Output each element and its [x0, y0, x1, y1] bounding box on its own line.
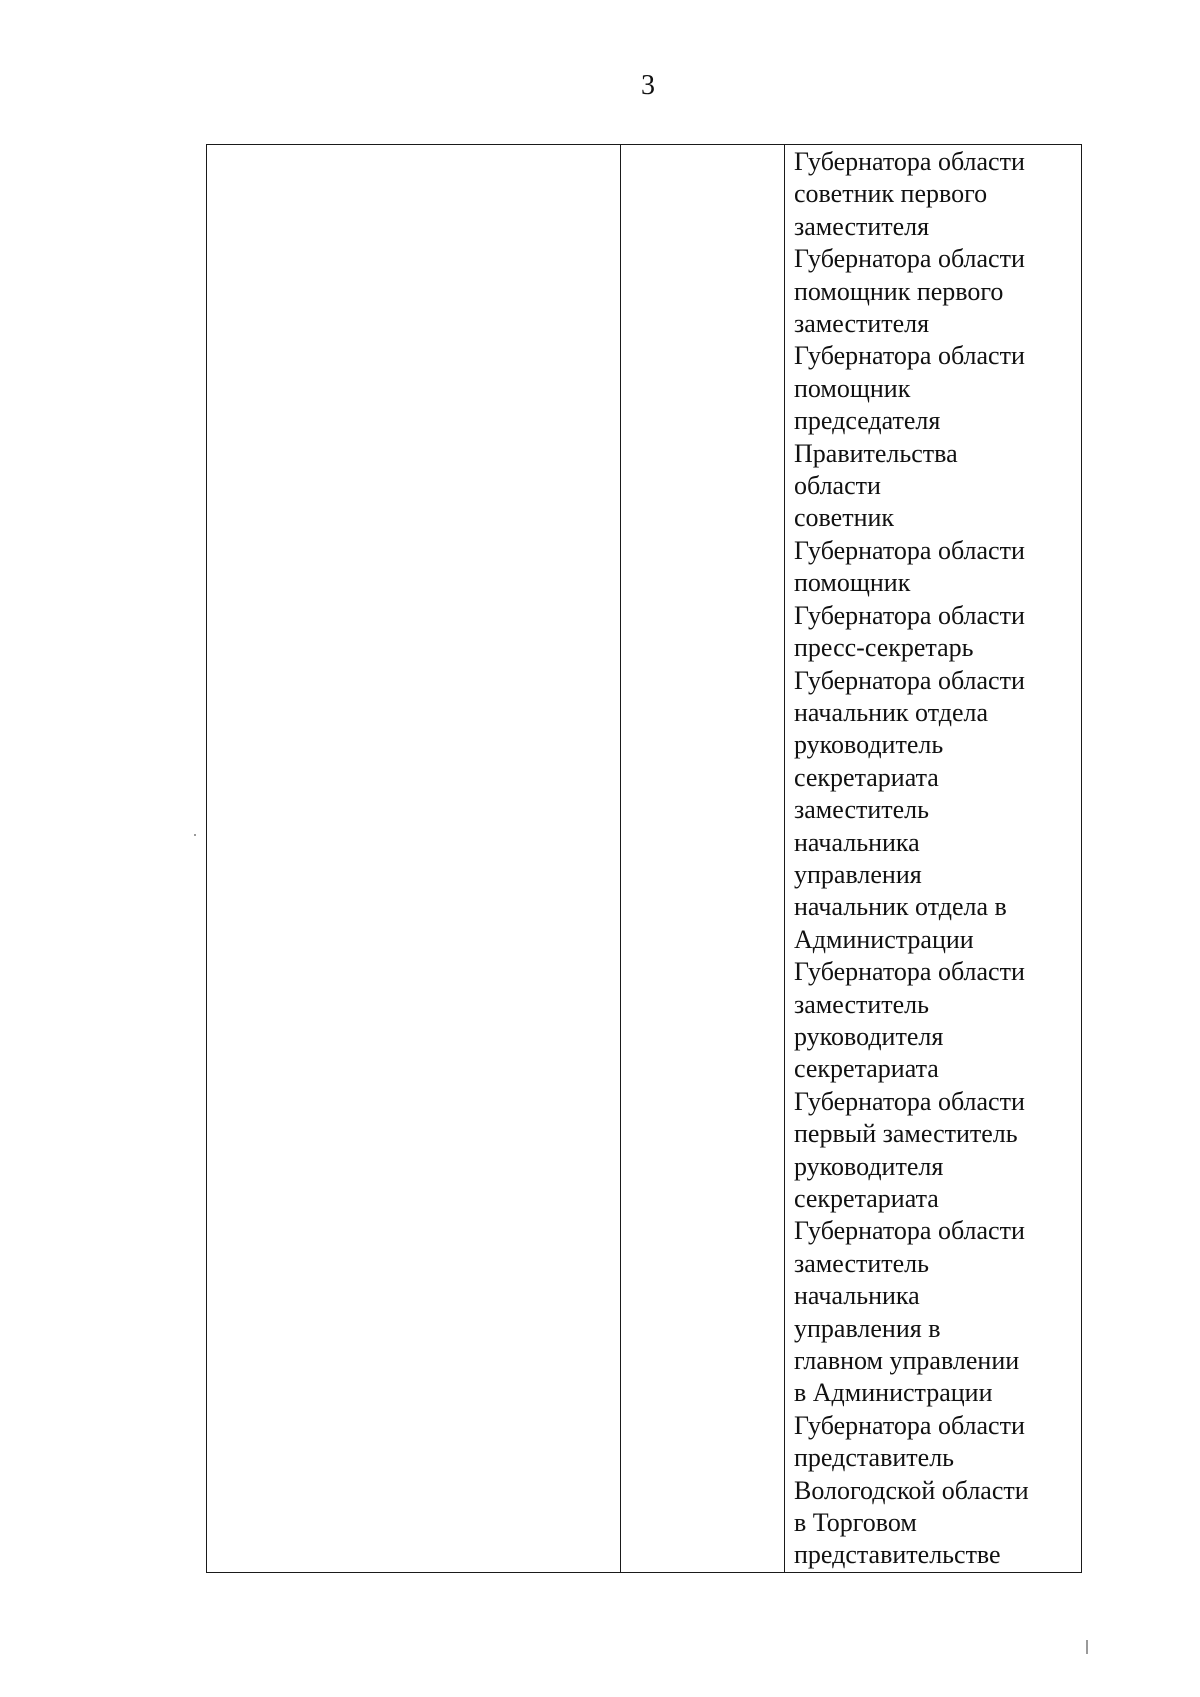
- list-item: помощник первого заместителя Губернатора области: [794, 276, 1025, 371]
- scan-speck: [1086, 1640, 1088, 1654]
- table-row: [207, 145, 1082, 1573]
- positions-table: [206, 144, 1082, 1573]
- list-item: Губернатора области: [794, 147, 1025, 176]
- list-item: первый заместитель руководителя секретариата Губернатора области: [794, 1119, 1025, 1246]
- positions-list: [785, 145, 1081, 1572]
- scan-speck: [194, 834, 196, 836]
- list-item: помощник председателя Правительства области: [794, 373, 958, 501]
- list-item: начальник отдела в Администрации Губернатора области: [794, 892, 1025, 987]
- page-number: 3: [641, 70, 655, 101]
- list-item: советник первого заместителя Губернатора области: [794, 179, 1025, 274]
- table-cell-empty-2: [621, 145, 785, 1573]
- list-item: заместитель начальника управления в главном управлении в Администрации Губернатора области: [794, 1248, 1025, 1440]
- list-item: заместитель начальника управления: [794, 795, 930, 889]
- list-item: руководитель секретариата: [794, 730, 944, 792]
- list-item: советник Губернатора области: [794, 503, 1025, 565]
- table-cell-empty-1: [207, 145, 621, 1573]
- list-item: помощник Губернатора области: [794, 568, 1025, 630]
- list-item: пресс-секретарь Губернатора области: [794, 633, 1025, 695]
- list-item: начальник отдела: [794, 697, 989, 727]
- table-cell-positions: [785, 145, 1082, 1573]
- list-item: представитель Вологодской области в Торговом представительстве: [794, 1443, 1029, 1570]
- list-item: заместитель руководителя секретариата Губернатора области: [794, 989, 1025, 1116]
